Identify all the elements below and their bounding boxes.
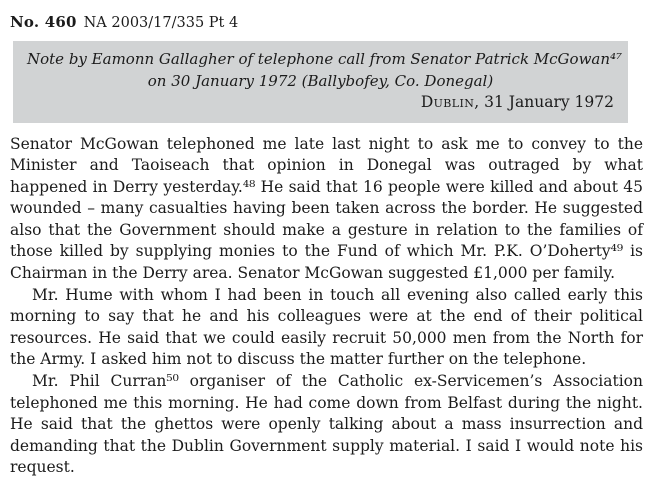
- document-body: [10, 134, 643, 480]
- document-header: [10, 13, 643, 32]
- paragraph-3: Mr. Phil Curran⁵⁰ organiser of the Catholic ex-Servicemen’s Association telephoned me this morning. He had come down from Belfast during the night. He said that the ghettos were openly talking about a mass insurrection and demanding that the Dublin Government supply material. I said I would note his request.: [10, 372, 643, 477]
- paragraph-1: Senator McGowan telephoned me late last night to ask me to convey to the Minister and Taoiseach that opinion in Donegal was outraged by what happened in Derry yesterday.⁴⁸ He said that 16 people were killed and about 45 wounded – many casualties having been taken across the border. He suggested also that the Government should make a gesture in relation to the families of those killed by supplying monies to the Fund of which Mr. P.K. O’Doherty⁴⁹ is Chairman in the Derry area. Senator McGowan suggested £1,000 per family.: [10, 134, 643, 283]
- dateline-date: , 31 January 1972: [474, 93, 614, 111]
- paragraph-2: Mr. Hume with whom I had been in touch all evening also called early this morning to say that he and his colleagues were at the end of their political resources. He said that we could easily recruit 50,000 men from the North for the Army. I asked him not to discuss the matter further on the telephone.: [10, 285, 643, 369]
- dateline-place: Dublin: [420, 93, 475, 111]
- title-line-1: Note by Eamonn Gallagher of telephone call from Senator Patrick McGowan⁴⁷: [27, 50, 623, 68]
- document-title-box: [13, 41, 628, 123]
- archive-reference: NA 2003/17/335 Pt 4: [83, 15, 239, 31]
- dateline: [27, 92, 614, 114]
- title-line-2: on 30 January 1972 (Ballybofey, Co. Donegal): [147, 71, 494, 90]
- document-number: No. 460: [10, 13, 77, 31]
